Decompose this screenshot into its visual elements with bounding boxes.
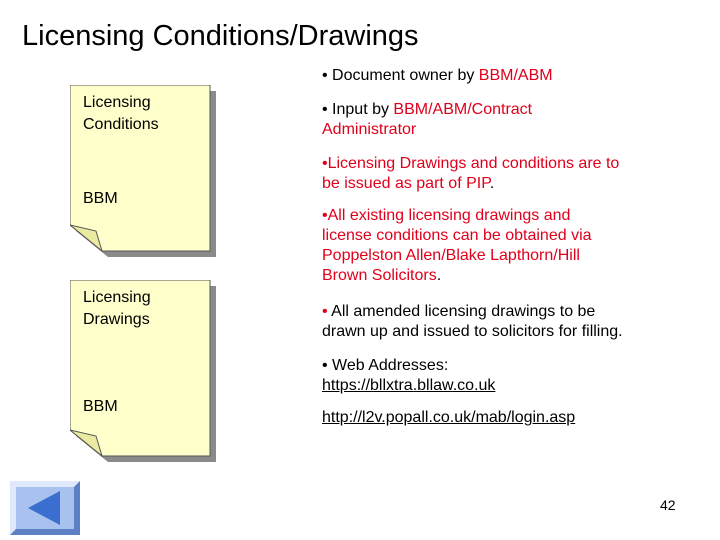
bullet-web-addresses: • Web Addresses: https://bllxtra.bllaw.co.uk http://l2v.popall.co.uk/mab/login.asp [322,357,576,426]
slide-title: Licensing Conditions/Drawings [22,20,419,52]
doc-title-line1: Licensing [83,289,151,306]
link-popall-login[interactable]: http://l2v.popall.co.uk/mab/login.asp [322,409,576,426]
bullet-document-owner: • Document owner by BBM/ABM [322,67,553,84]
link-bllxtra[interactable]: https://bllxtra.bllaw.co.uk [322,377,496,394]
doc-title-line1: Licensing [83,94,151,111]
bullet-existing-drawings: •All existing licensing drawings and license conditions can be obtained via Poppelston Allen/Blake Lapthorn/Hill Brown Solicitors. [322,207,592,284]
doc-title-line2: Drawings [83,311,150,328]
page-number: 42 [660,497,676,513]
doc-owner-label: BBM [83,398,118,415]
document-icon-licensing-drawings [70,280,210,460]
doc-title-line2: Conditions [83,116,159,133]
bullet-input-by: • Input by BBM/ABM/Contract Administrator [322,101,533,138]
bullet-amended-drawings: • All amended licensing drawings to be drawn up and issued to solicitors for filling. [322,303,623,340]
bullet-issued-pip: •Licensing Drawings and conditions are to be issued as part of PIP. [322,155,620,192]
document-icon-licensing-conditions [70,85,210,255]
back-button[interactable] [10,481,80,535]
back-arrow-icon [10,481,80,535]
doc-owner-label: BBM [83,190,118,207]
